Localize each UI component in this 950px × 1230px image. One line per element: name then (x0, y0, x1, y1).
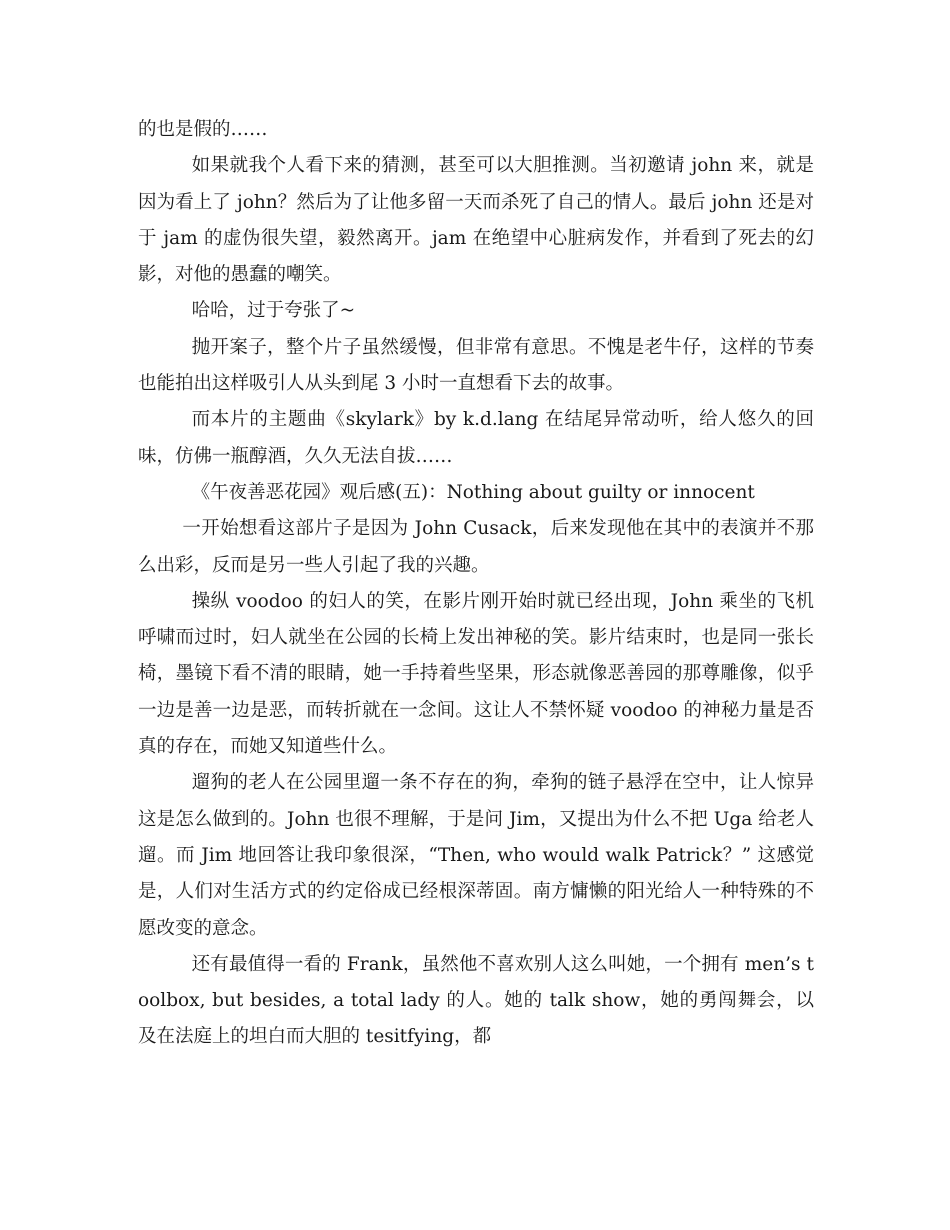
paragraph-9: 还有最值得一看的 Frank，虽然他不喜欢别人这么叫她，一个拥有 men’s toolbox, but besides, a total lady 的人。她的 talk show，她的勇闯舞会，以及在法庭上的坦白而大胆的 tesitfying，都 (138, 953, 814, 1048)
paragraph-2: 如果就我个人看下来的猜测，甚至可以大胆推测。当初邀请 john 来，就是因为看上了 john？然后为了让他多留一天而杀死了自己的情人。最后 john 还是对于 jam 的虚伪很失望，毅然离开。jam 在绝望中心脏病发作，并看到了死去的幻影，对他的愚蠢的嘲笑。 (138, 155, 814, 286)
paragraph-7: 操纵 voodoo 的妇人的笑，在影片刚开始时就已经出现，John 乘坐的飞机呼啸而过时，妇人就坐在公园的长椅上发出神秘的笑。影片结束时，也是同一张长椅，墨镜下看不清的眼睛，她一手持着些坚果，形态就像恶善园的那尊雕像，似乎一边是善一边是恶，而转折就在一念间。这让人不禁怀疑 voodoo 的神秘力量是否真的存在，而她又知道些什么。 (138, 590, 814, 758)
section-heading: 《午夜善恶花园》观后感(五)：Nothing about guilty or innocent (191, 481, 755, 503)
paragraph-8: 遛狗的老人在公园里遛一条不存在的狗，牵狗的链子悬浮在空中，让人惊异这是怎么做到的。John 也很不理解，于是问 Jim，又提出为什么不把 Uga 给老人遛。而 Jim 地回答让我印象很深，“Then, who would walk Patrick？” 这感觉是，人们对生活方式的约定俗成已经根深蒂固。南方慵懒的阳光给人一种特殊的不愿改变的意念。 (138, 772, 814, 939)
document-page (138, 112, 814, 1056)
paragraph-4: 抛开案子，整个片子虽然缓慢，但非常有意思。不愧是老牛仔，这样的节奏也能拍出这样吸引人从头到尾 3 小时一直想看下去的故事。 (138, 336, 814, 395)
paragraph-6: 一开始想看这部片子是因为 John Cusack，后来发现他在其中的表演并不那么出彩，反而是另一些人引起了我的兴趣。 (138, 518, 814, 576)
paragraph-3: 哈哈，过于夸张了~ (191, 300, 356, 322)
paragraph-5: 而本片的主题曲《skylark》by k.d.lang 在结尾异常动听，给人悠久的回味，仿佛一瓶醇酒，久久无法自拔…… (138, 409, 814, 467)
paragraph-1: 的也是假的…… (138, 119, 268, 140)
